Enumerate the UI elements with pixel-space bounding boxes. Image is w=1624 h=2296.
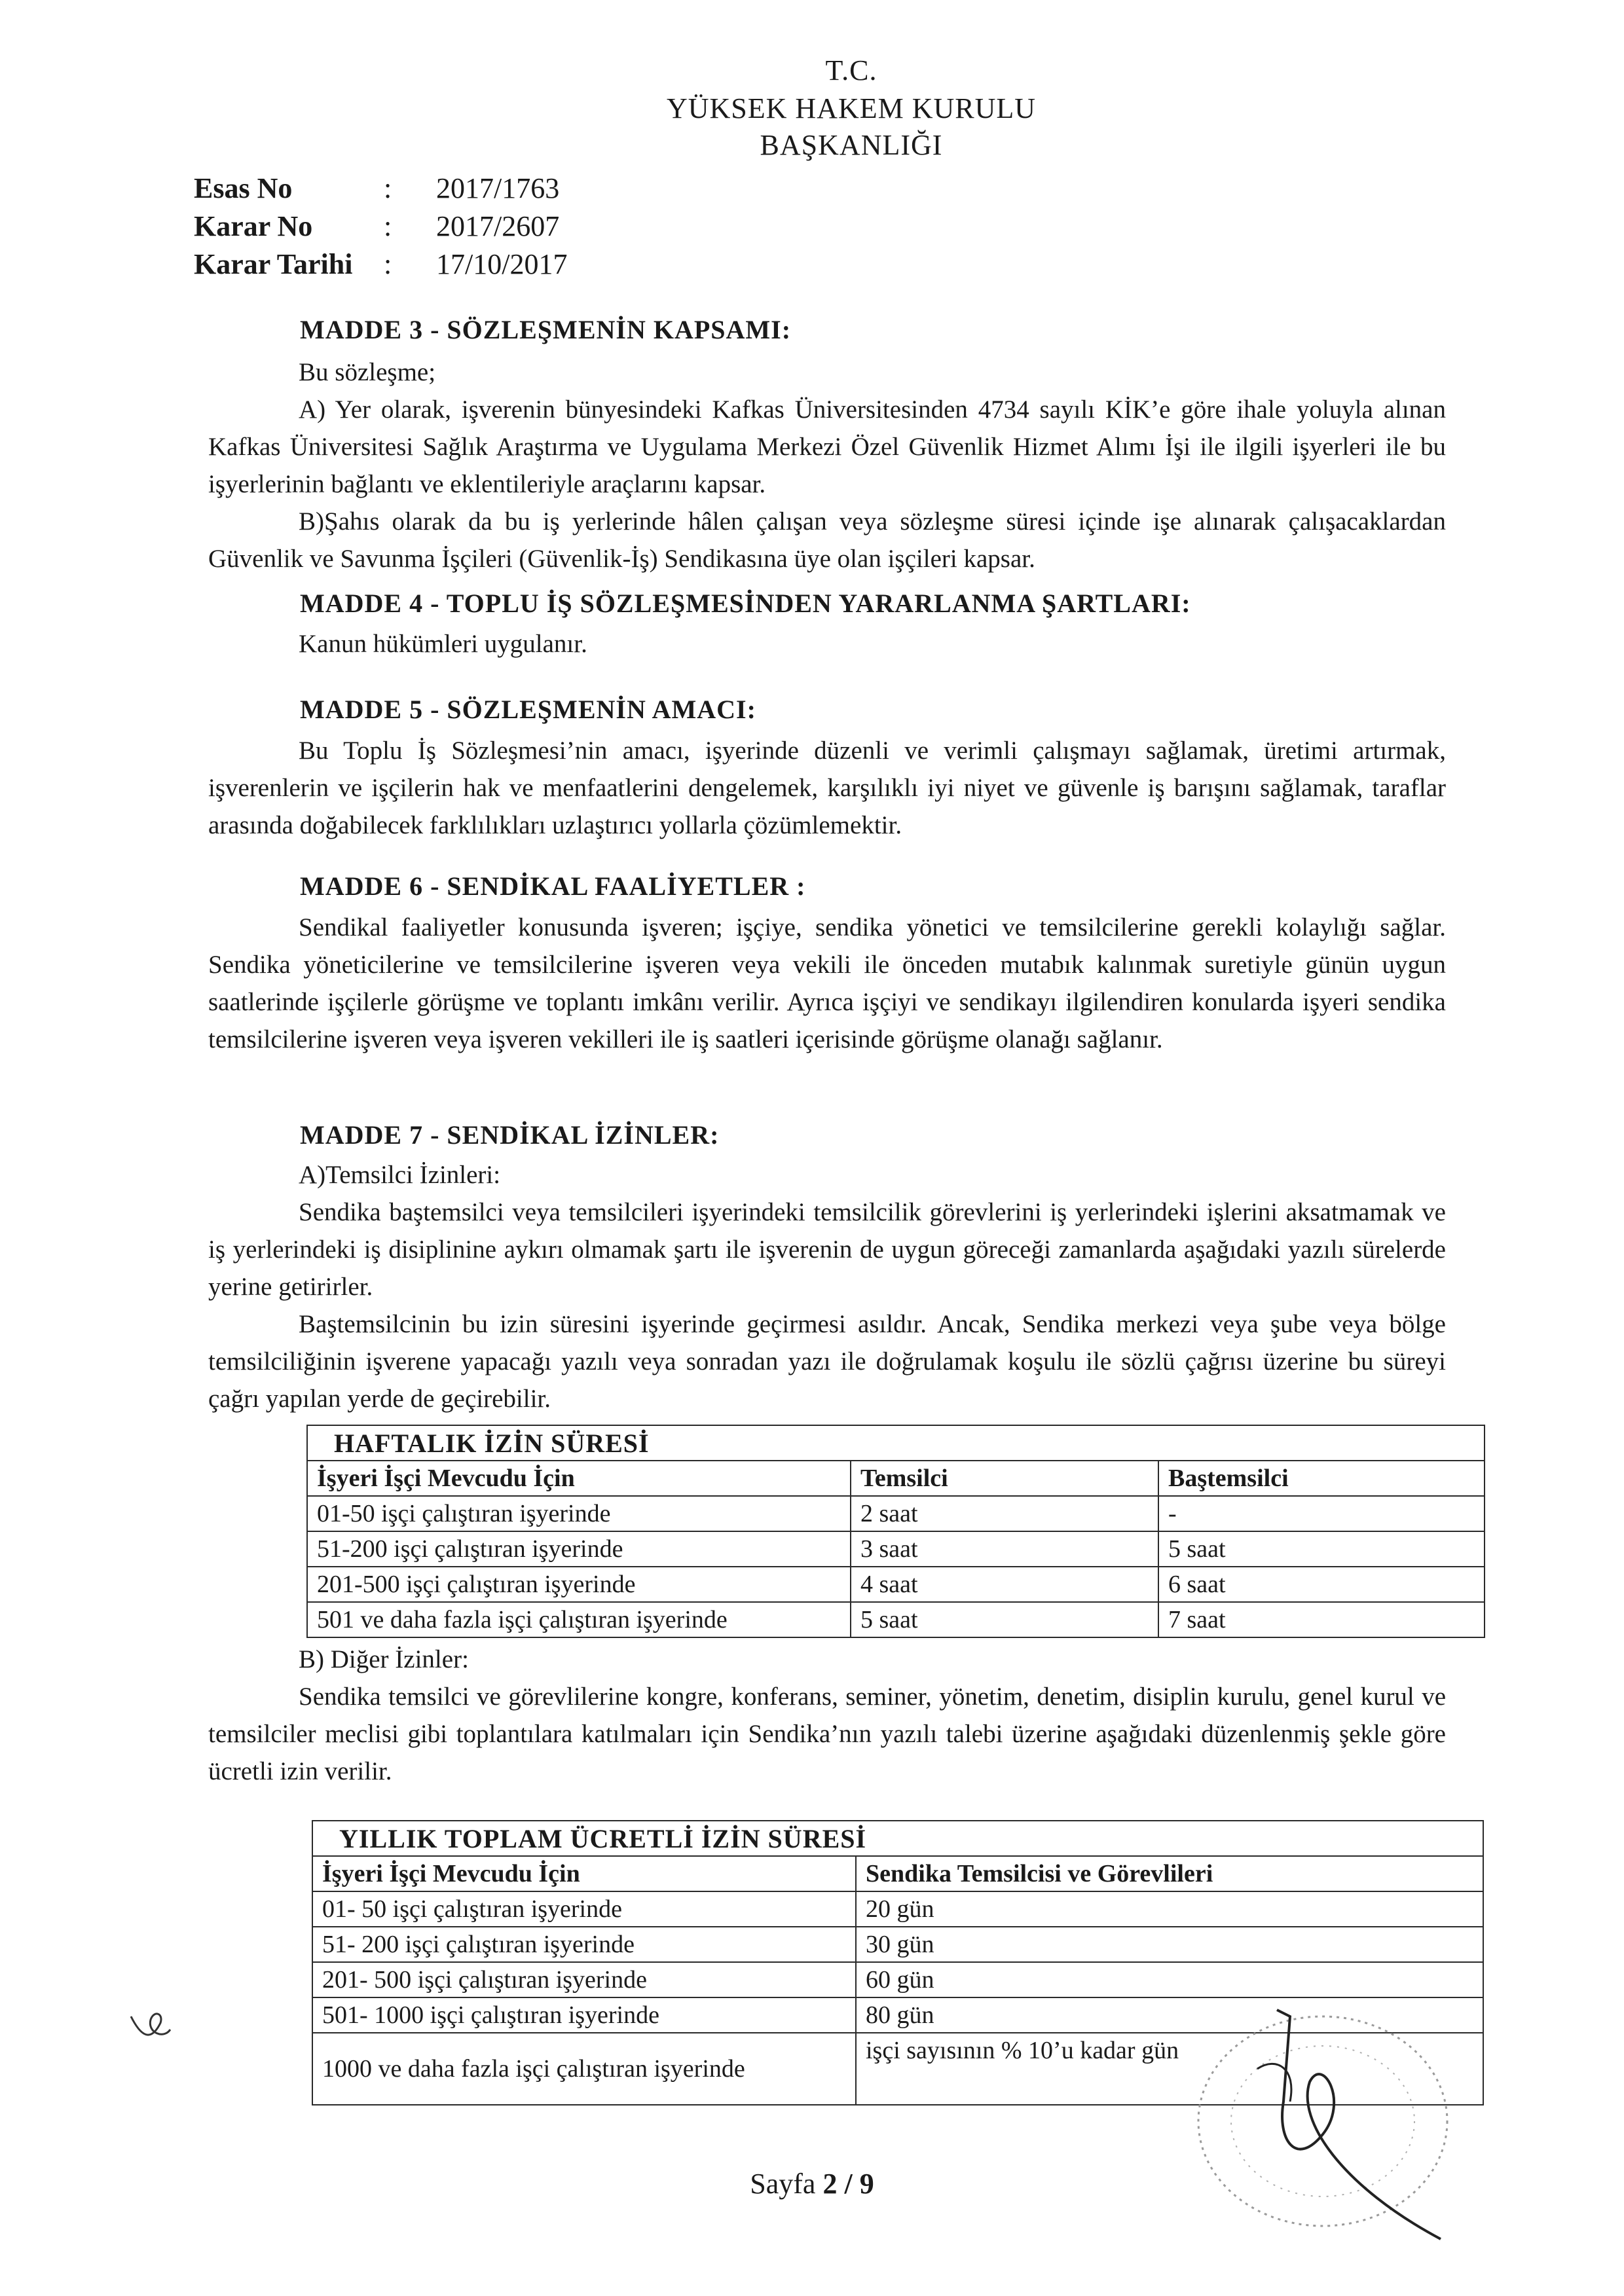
table-title-row [307,1425,1485,1461]
table-row [312,1891,1483,1927]
table-cell: 4 saat [851,1567,1158,1602]
header-institution: YÜKSEK HAKEM KURULU [666,92,1037,124]
madde5-title: MADDE 5 - SÖZLEŞMENİN AMACI: [300,695,756,724]
madde6-body [208,909,1446,1058]
madde7-p1: Sendika baştemsilci veya temsilcileri işyerindeki temsilcilik görevlerini iş yerlerindeki işlerini aksatmamak ve iş yerlerindeki iş disiplinine aykırı olmamak şartı ile işverenin de uygun göreceği zamanlarda aşağıdaki yazılı sürelerde yerine getirirler. [208,1198,1446,1301]
table-row [307,1531,1485,1567]
madde4-title: MADDE 4 - TOPLU İŞ SÖZLEŞMESİNDEN YARARLANMA ŞARTLARI: [300,589,1191,618]
madde5-text: Bu Toplu İş Sözleşmesi’nin amacı, işyerinde düzenli ve verimli çalışmayı sağlamak, üretimi artırmak, işverenlerin ve işçilerin hak ve menfaatlerini dengelemek, karşılıklı iyi niyet ve güvenle iş barışını sağlamak, taraflar arasında doğabilecek farklılıkları uzlaştırıcı yollarla çözümlemektir. [208,737,1446,839]
esas-colon: : [384,172,392,204]
madde3-body [208,354,1446,577]
col-header-workplace: İşyeri İşçi Mevcudu İçin [307,1461,851,1496]
table-cell: 201- 500 işçi çalıştıran işyerinde [312,1962,856,1997]
table-cell: 01-50 işçi çalıştıran işyerinde [307,1496,851,1531]
table-cell: 3 saat [851,1531,1158,1567]
col-header-chief-representative: Baştemsilci [1158,1461,1485,1496]
table-row [307,1567,1485,1602]
margin-initial-mark [124,1997,177,2049]
table-cell: 51- 200 işçi çalıştıran işyerinde [312,1927,856,1962]
page-footer [0,2167,1624,2200]
madde4-text: Kanun hükümleri uygulanır. [299,630,587,658]
madde3-title: MADDE 3 - SÖZLEŞMENİN KAPSAMI: [300,315,792,344]
tarih-colon: : [384,247,392,280]
page-label: Sayfa [750,2168,816,2200]
madde7-b-label: B) Diğer İzinler: [299,1645,469,1673]
table-title-row [312,1821,1483,1856]
annual-leave-title: YILLIK TOPLAM ÜCRETLİ İZİN SÜRESİ [312,1821,1483,1856]
madde6-title: MADDE 6 - SENDİKAL FAALİYETLER : [300,871,806,901]
table-cell: 5 saat [851,1602,1158,1637]
table-cell: 20 gün [856,1891,1483,1927]
table-row [307,1602,1485,1637]
table-cell: 60 gün [856,1962,1483,1997]
madde7-p3: Sendika temsilci ve görevlilerine kongre, konferans, seminer, yönetim, denetim, disiplin kurulu, genel kurul ve temsilciler meclisi gibi toplantılara katılmaları için Sendika’nın yazılı talebi üzerine aşağıdaki düzenlenmiş şekle göre ücretli izin verilir. [208,1683,1446,1785]
table-cell: 5 saat [1158,1531,1485,1567]
table-cell: 201-500 işçi çalıştıran işyerinde [307,1567,851,1602]
col-header-union-staff: Sendika Temsilcisi ve Görevlileri [856,1856,1483,1891]
table-row [312,1927,1483,1962]
case-meta [194,169,567,283]
table-cell: 01- 50 işçi çalıştıran işyerinde [312,1891,856,1927]
table-cell: 501 ve daha fazla işçi çalıştıran işyerinde [307,1602,851,1637]
col-header-representative: Temsilci [851,1461,1158,1496]
madde7-title: MADDE 7 - SENDİKAL İZİNLER: [300,1120,720,1150]
table-header-row [312,1856,1483,1891]
table-cell: - [1158,1496,1485,1531]
header-tc: T.C. [825,54,877,86]
madde5-body [208,732,1446,844]
table-cell: 1000 ve daha fazla işçi çalıştıran işyerinde [312,2033,856,2105]
weekly-leave-table [306,1425,1485,1638]
madde7-a-label: A)Temsilci İzinleri: [299,1161,501,1189]
table-row [307,1496,1485,1531]
table-cell: 30 gün [856,1927,1483,1962]
table-header-row [307,1461,1485,1496]
tarih-row [194,245,567,283]
tarih-value: 17/10/2017 [436,247,568,280]
madde7-p2: Baştemsilcinin bu izin süresini işyerinde geçirmesi asıldır. Ancak, Sendika merkezi veya şube veya bölge temsilciliğinin işverene yapacağı yazılı veya sonradan yazı ile doğrulamak koşulu ile sözlü çağrısı üzerine bu süreyi çağrı yapılan yerde de geçirebilir. [208,1310,1446,1413]
table-cell: 501- 1000 işçi çalıştıran işyerinde [312,1997,856,2033]
table-cell: 80 gün [856,1997,1483,2033]
table-cell: 51-200 işçi çalıştıran işyerinde [307,1531,851,1567]
weekly-leave-title: HAFTALIK İZİN SÜRESİ [307,1425,1485,1461]
table-cell: 7 saat [1158,1602,1485,1637]
table-cell: 2 saat [851,1496,1158,1531]
esas-value: 2017/1763 [436,172,560,204]
col-header-workplace: İşyeri İşçi Mevcudu İçin [312,1856,856,1891]
table-cell: işçi sayısının % 10’u kadar gün [856,2033,1483,2105]
madde3-intro: Bu sözleşme; [299,358,436,386]
karar-row [194,207,567,245]
karar-colon: : [384,210,392,242]
esas-label: Esas No [194,172,293,204]
header-presidency: BAŞKANLIĞI [760,129,943,161]
table-cell: 6 saat [1158,1567,1485,1602]
madde7-body-a [208,1156,1446,1417]
madde3-b: B)Şahıs olarak da bu iş yerlerinde hâlen çalışan veya sözleşme süresi içinde işe alınarak çalışacaklardan Güvenlik ve Savunma İşçileri (Güvenlik-İş) Sendikasına üye olan işçileri kapsar. [208,507,1446,573]
madde6-text: Sendikal faaliyetler konusunda işveren; işçiye, sendika yönetici ve temsilcilerine gerekli kolaylığı sağlar. Sendika yöneticilerine ve temsilcilerine işveren veya vekili ile önceden mutabık kalınmak suretiyle günün uygun saatlerinde işçilerle görüşme ve toplantı imkânı verilir. Ayrıca işçiyi ve sendikayı ilgilendiren konularda işyeri sendika temsilcilerine işveren veya işveren vekilleri ile iş saatleri içerisinde görüşme olanağı sağlanır. [208,913,1446,1053]
karar-value: 2017/2607 [436,210,560,242]
tarih-label: Karar Tarihi [194,247,353,280]
madde4-body [208,625,1446,663]
karar-label: Karar No [194,210,313,242]
official-stamp-signature [1126,1971,1467,2246]
esas-row [194,169,567,207]
madde7-body-b [208,1641,1446,1790]
madde3-a: A) Yer olarak, işverenin bünyesindeki Kafkas Üniversitesinden 4734 sayılı KİK’e göre ihale yoluyla alınan Kafkas Üniversitesi Sağlık Araştırma ve Uygulama Merkezi Özel Güvenlik Hizmet Alımı İşi ile ilgili işyerleri ile bu işyerlerinin bağlantı ve eklentileriyle araçlarını kapsar. [208,395,1446,498]
page-number: 2 / 9 [822,2168,874,2200]
